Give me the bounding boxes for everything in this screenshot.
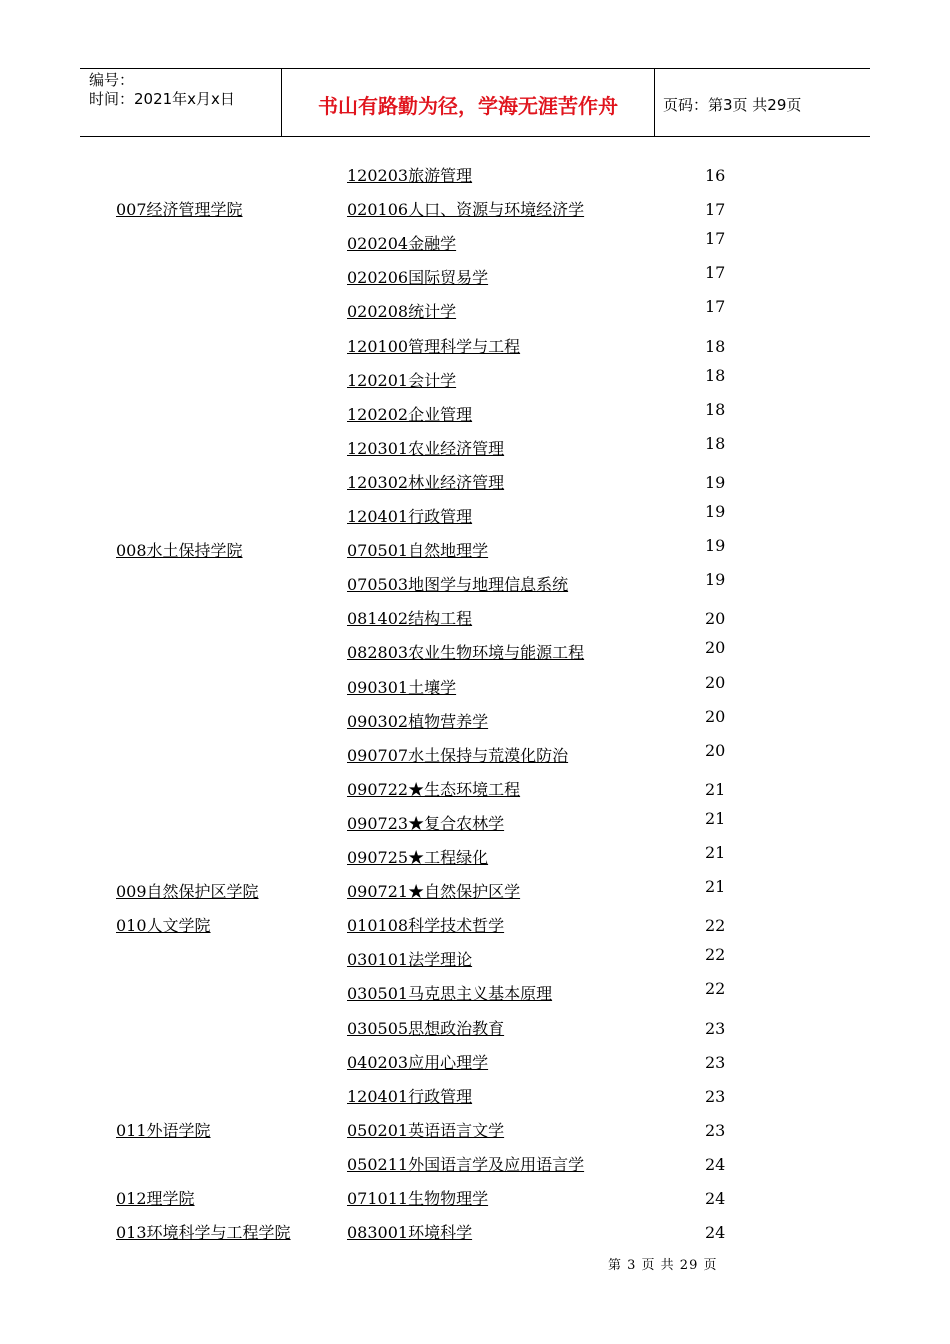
- toc-page-number: 21: [705, 877, 726, 897]
- toc-page-number: 19: [705, 502, 726, 521]
- toc-row: [0, 1189, 950, 1219]
- toc-page-number: 22: [705, 945, 726, 965]
- toc-major-link[interactable]: 090723★复合农林学: [347, 813, 505, 833]
- toc-major-link[interactable]: 090302植物营养学: [347, 711, 489, 731]
- toc-row: [0, 365, 950, 401]
- toc-page-number: 23: [705, 1086, 726, 1106]
- toc-row: [0, 1223, 950, 1253]
- toc-row: [0, 337, 950, 367]
- toc-page-number: 20: [705, 609, 726, 629]
- toc-row: [0, 1087, 950, 1117]
- toc-major-link[interactable]: 090725★工程绿化: [347, 848, 489, 867]
- toc-row: [0, 473, 950, 503]
- document-date-label: 时间：2021年x月x日: [89, 90, 235, 108]
- toc-page-number: 17: [705, 229, 726, 249]
- toc-row: [0, 502, 950, 537]
- toc-major-link[interactable]: 120100管理科学与工程: [347, 336, 521, 356]
- toc-page-number: 19: [705, 536, 726, 556]
- toc-major-link[interactable]: 020106人口、资源与环境经济学: [347, 200, 585, 220]
- toc-row: [0, 638, 950, 673]
- toc-college-link[interactable]: 011外语学院: [116, 1120, 211, 1140]
- toc-major-link[interactable]: 082803农业生物环境与能源工程: [347, 643, 585, 663]
- toc-major-link[interactable]: 030101法学理论: [347, 950, 473, 970]
- toc-major-link[interactable]: 070501自然地理学: [347, 541, 489, 561]
- toc-major-link[interactable]: 071011生物物理学: [347, 1189, 489, 1208]
- toc-major-link[interactable]: 020204金融学: [347, 234, 457, 254]
- toc-major-link[interactable]: 090301土壤学: [347, 677, 457, 697]
- toc-row: [0, 229, 950, 264]
- toc-row: [0, 916, 950, 946]
- toc-college-link[interactable]: 008水土保持学院: [116, 541, 243, 561]
- header-motto: 书山有路勤为径，学海无涯苦作舟: [318, 94, 618, 118]
- toc-page-number: 24: [705, 1189, 726, 1208]
- toc-row: [0, 740, 950, 776]
- header-page-info: 页码：第3页 共29页: [663, 96, 802, 114]
- toc-college-link[interactable]: 010人文学院: [116, 916, 211, 936]
- toc-major-link[interactable]: 070503地图学与地理信息系统: [347, 575, 569, 595]
- toc-row: [0, 570, 950, 605]
- toc-major-link[interactable]: 090721★自然保护区学: [347, 882, 521, 902]
- toc-row: [0, 877, 950, 912]
- toc-major-link[interactable]: 010108科学技术哲学: [347, 916, 505, 936]
- toc-college-link[interactable]: 009自然保护区学院: [116, 882, 259, 902]
- toc-page-number: 18: [705, 433, 726, 453]
- toc-major-link[interactable]: 050201英语语言文学: [347, 1120, 505, 1140]
- toc-page-number: 22: [705, 916, 726, 936]
- toc-row: [0, 609, 950, 639]
- toc-row: [0, 843, 950, 878]
- toc-page-number: 17: [705, 263, 726, 283]
- toc-page-number: 19: [705, 570, 726, 590]
- toc-page-number: 20: [705, 672, 726, 692]
- toc-major-link[interactable]: 120302林业经济管理: [347, 472, 505, 492]
- toc-row: [0, 433, 950, 469]
- toc-row: [0, 200, 950, 230]
- toc-page-number: 21: [705, 779, 726, 799]
- toc-row: [0, 297, 950, 332]
- toc-row: [0, 263, 950, 298]
- toc-row: [0, 536, 950, 571]
- toc-page-number: 19: [705, 472, 726, 492]
- toc-row: [0, 808, 950, 844]
- toc-college-link[interactable]: 013环境科学与工程学院: [116, 1223, 291, 1243]
- toc-page-number: 23: [705, 1018, 726, 1038]
- toc-major-link[interactable]: 120201会计学: [347, 370, 457, 390]
- toc-page-number: 20: [705, 740, 726, 760]
- toc-major-link[interactable]: 120203旅游管理: [347, 166, 473, 185]
- toc-row: [0, 166, 950, 196]
- toc-row: [0, 780, 950, 810]
- toc-row: [0, 399, 950, 435]
- toc-major-link[interactable]: 120301农业经济管理: [347, 438, 505, 458]
- toc-page-number: 18: [705, 336, 726, 356]
- toc-row: [0, 672, 950, 708]
- toc-row: [0, 1155, 950, 1185]
- toc-page-number: 18: [705, 399, 726, 419]
- toc-page-number: 20: [705, 638, 726, 658]
- toc-page-number: 17: [705, 297, 726, 317]
- toc-page-number: 24: [705, 1223, 726, 1243]
- toc-row: [0, 979, 950, 1014]
- toc-college-link[interactable]: 007经济管理学院: [116, 200, 243, 220]
- toc-major-link[interactable]: 120202企业管理: [347, 404, 473, 424]
- toc-row: [0, 1019, 950, 1049]
- toc-row: [0, 706, 950, 742]
- toc-major-link[interactable]: 050211外国语言学及应用语言学: [347, 1154, 585, 1174]
- toc-major-link[interactable]: 081402结构工程: [347, 609, 473, 629]
- toc-major-link[interactable]: 030505思想政治教育: [347, 1018, 505, 1038]
- toc-major-link[interactable]: 083001环境科学: [347, 1223, 473, 1243]
- toc-major-link[interactable]: 120401行政管理: [347, 507, 473, 526]
- toc-major-link[interactable]: 090707水土保持与荒漠化防治: [347, 745, 569, 765]
- page-footer: 第 3 页 共 29 页: [608, 1258, 718, 1273]
- toc-page-number: 18: [705, 365, 726, 385]
- toc-major-link[interactable]: 090722★生态环境工程: [347, 779, 521, 799]
- toc-row: [0, 945, 950, 980]
- toc-row: [0, 1121, 950, 1151]
- toc-major-link[interactable]: 020208统计学: [347, 302, 457, 322]
- toc-page-number: 16: [705, 166, 726, 185]
- toc-major-link[interactable]: 040203应用心理学: [347, 1052, 489, 1072]
- toc-page-number: 24: [705, 1154, 726, 1174]
- toc-page-number: 17: [705, 200, 726, 220]
- toc-page-number: 21: [705, 808, 726, 828]
- toc-page-number: 20: [705, 706, 726, 726]
- toc-page-number: 23: [705, 1052, 726, 1072]
- toc-page-number: 23: [705, 1120, 726, 1140]
- toc-row: [0, 1053, 950, 1083]
- toc-major-link[interactable]: 120401行政管理: [347, 1086, 473, 1106]
- toc-page-number: 22: [705, 979, 726, 999]
- toc-major-link[interactable]: 020206国际贸易学: [347, 268, 489, 288]
- document-number-label: 编号：: [89, 71, 135, 89]
- toc-major-link[interactable]: 030501马克思主义基本原理: [347, 984, 553, 1004]
- toc-page-number: 21: [705, 843, 726, 862]
- toc-college-link[interactable]: 012理学院: [116, 1189, 195, 1208]
